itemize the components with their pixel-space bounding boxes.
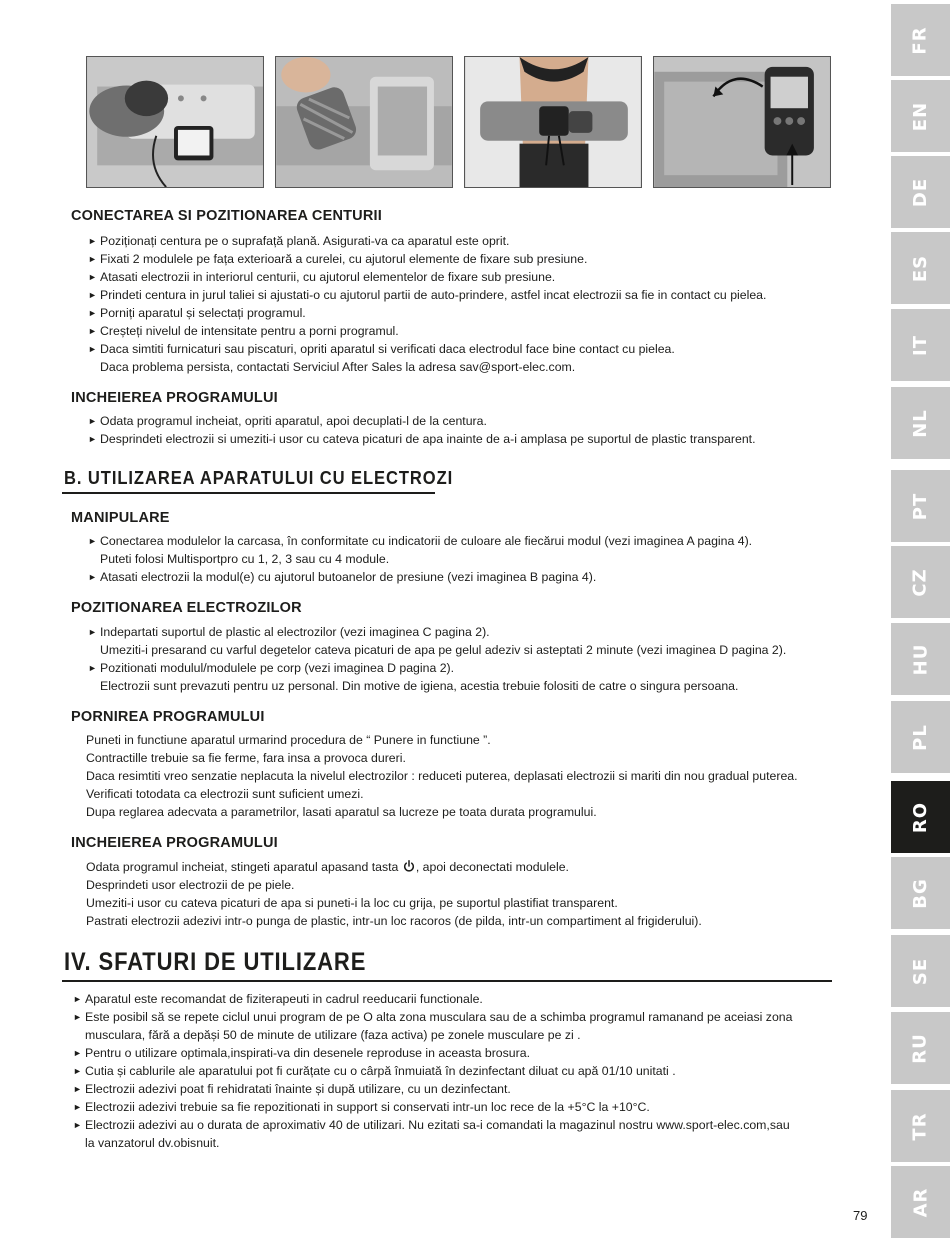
bullet-icon: ► bbox=[73, 1012, 82, 1022]
photo-electrode-attach bbox=[275, 56, 453, 188]
tab-label: HU bbox=[910, 643, 931, 675]
section-underline bbox=[62, 492, 435, 494]
bullet-icon: ► bbox=[88, 308, 97, 318]
tab-label: FR bbox=[910, 25, 931, 55]
heading-program-start: PORNIREA PROGRAMULUI bbox=[71, 709, 265, 725]
list-item-continuation: Puteti folosi Multisportpro cu 1, 2, 3 sau cu 4 module. bbox=[100, 552, 390, 566]
tab-pl[interactable] bbox=[891, 701, 950, 773]
photo-strip bbox=[86, 56, 832, 188]
tab-label: TR bbox=[909, 1111, 931, 1141]
tab-label: RO bbox=[909, 801, 931, 833]
section-title-iv: IV. SFATURI DE UTILIZARE bbox=[64, 948, 367, 976]
bullet-icon: ► bbox=[88, 254, 97, 264]
list-item: Pentru o utilizare optimala,inspirati-va din desenele reproduse in aceasta brosura. bbox=[85, 1046, 530, 1060]
bullet-icon: ► bbox=[88, 344, 97, 354]
bullet-icon: ► bbox=[88, 416, 97, 426]
bullet-icon: ► bbox=[88, 663, 97, 673]
paragraph-line bbox=[86, 858, 569, 876]
paragraph-line: Pastrati electrozii adezivi intr-o punga de plastic, intr-un loc racoros (de pilda, intr-un compartiment al frigiderului). bbox=[86, 914, 702, 928]
paragraph-line: Umeziti-i usor cu cateva picaturi de apa si puneti-i la loc cu grija, pe suportul plastifiat transparent. bbox=[86, 896, 618, 910]
list-item: Fixati 2 modulele pe fața exterioară a curelei, cu ajutorul elemente de fixare sub presiune. bbox=[100, 252, 588, 266]
heading-program-end-2: INCHEIEREA PROGRAMULUI bbox=[71, 835, 278, 851]
list-item: Creșteți nivelul de intensitate pentru a porni programul. bbox=[100, 324, 399, 338]
bullet-icon: ► bbox=[88, 272, 97, 282]
list-item: Electrozii adezivi au o durata de aproximativ 40 de utilizari. Nu ezitati sa-i comandati la magazinul nostru www.sport-elec.com,sau bbox=[85, 1118, 790, 1132]
heading-manipulare: MANIPULARE bbox=[71, 510, 170, 526]
bullet-icon: ► bbox=[73, 1048, 82, 1058]
tab-label: AR bbox=[909, 1187, 931, 1217]
tab-label: CZ bbox=[909, 567, 931, 597]
bullet-icon: ► bbox=[73, 1084, 82, 1094]
list-item: Este posibil să se repete ciclul unui program de pe O alta zona musculara sau de a schimba programul ramanand pe aceiasi zona bbox=[85, 1010, 793, 1024]
bullet-icon: ► bbox=[88, 434, 97, 444]
tab-es[interactable] bbox=[891, 232, 950, 304]
tab-label: ES bbox=[909, 254, 931, 282]
list-item-continuation: Umeziti-i presarand cu varful degetelor cateva picaturi de apa pe gelul adeziv si asteptati 2 minute (vezi imaginea D pagina 2). bbox=[100, 643, 787, 657]
list-item: Indepartati suportul de plastic al electrozilor (vezi imaginea C pagina 2). bbox=[100, 625, 490, 639]
bullet-icon: ► bbox=[88, 536, 97, 546]
language-tabs bbox=[891, 0, 950, 1244]
tab-label: DE bbox=[910, 177, 931, 207]
tab-nl[interactable] bbox=[891, 387, 950, 459]
paragraph-text: , apoi deconectati modulele. bbox=[415, 860, 569, 874]
tab-label: RU bbox=[909, 1032, 931, 1064]
heading-belt-connection: CONECTAREA SI POZITIONAREA CENTURII bbox=[71, 208, 382, 224]
list-item-continuation: Electrozii sunt prevazuti pentru uz personal. Din motive de igiena, acestia trebuie folositi de catre o singura persoana. bbox=[100, 679, 739, 693]
tab-de[interactable] bbox=[891, 156, 950, 228]
list-item-continuation: la vanzatorul dv.obisnuit. bbox=[85, 1136, 220, 1150]
list-item: Conectarea modulelor la carcasa, în conformitate cu indicatorii de culoare ale fiecărui modul (vezi imaginea A pagina 4). bbox=[100, 534, 753, 548]
page-number: 79 bbox=[853, 1208, 868, 1223]
photo-controller-clip bbox=[653, 56, 831, 188]
bullet-icon: ► bbox=[73, 1066, 82, 1076]
paragraph-line: Puneti in functiune aparatul urmarind procedura de “ Punere in functiune ”. bbox=[86, 733, 491, 747]
heading-program-end: INCHEIEREA PROGRAMULUI bbox=[71, 390, 278, 406]
bullet-icon: ► bbox=[88, 572, 97, 582]
list-item: Daca simtiti furnicaturi sau piscaturi, opriti aparatul si verificati daca electrodul face bine contact cu pielea. bbox=[100, 342, 675, 356]
list-item-continuation: musculara, fără a depăși 50 de minute de utilizare (faza activa) pe zonele musculare pe zi . bbox=[85, 1028, 581, 1042]
photo-belt-worn bbox=[464, 56, 642, 188]
paragraph-line: Dupa reglarea adecvata a parametrilor, lasati aparatul sa lucreze pe toata durata programului. bbox=[86, 805, 597, 819]
list-item: Poziționați centura pe o suprafață plană. Asigurati-va ca aparatul este oprit. bbox=[100, 234, 510, 248]
paragraph-line: Desprindeti usor electrozii de pe piele. bbox=[86, 878, 295, 892]
section-underline bbox=[62, 980, 832, 982]
bullet-icon: ► bbox=[88, 627, 97, 637]
tab-hu[interactable] bbox=[891, 623, 950, 695]
tab-label: BG bbox=[910, 877, 931, 909]
list-item: Aparatul este recomandat de fiziterapeuti in cadrul reeducarii functionale. bbox=[85, 992, 483, 1006]
list-item: Desprindeti electrozii si umeziti-i usor cu cateva picaturi de apa inainte de a-i amplasa pe suportul de plastic transparent. bbox=[100, 432, 756, 446]
list-item: Atasati electrozii la modul(e) cu ajutorul butoanelor de presiune (vezi imaginea B pagina 4). bbox=[100, 570, 597, 584]
list-item: Odata programul incheiat, opriti aparatul, apoi decuplati-l de la centura. bbox=[100, 414, 487, 428]
tab-it[interactable] bbox=[891, 309, 950, 381]
list-item: Prindeti centura in jurul taliei si ajustati-o cu ajutorul partii de auto-prindere, astfel incat electrozii sa fie in contact cu pielea. bbox=[100, 288, 767, 302]
tab-pt[interactable] bbox=[891, 470, 950, 542]
tab-label: PL bbox=[909, 723, 931, 751]
tab-cz[interactable] bbox=[891, 546, 950, 618]
paragraph-line: Contractille trebuie sa fie ferme, fara insa a provoca dureri. bbox=[86, 751, 406, 765]
bullet-icon: ► bbox=[88, 236, 97, 246]
list-item: Pozitionati modulul/modulele pe corp (vezi imaginea D pagina 2). bbox=[100, 661, 455, 675]
tab-se[interactable] bbox=[891, 935, 950, 1007]
bullet-icon: ► bbox=[88, 290, 97, 300]
paragraph-line: Daca resimtiti vreo senzatie neplacuta la nivelul electrozilor : reduceti puterea, deplasati electrozii si mariti din nou gradual puterea. bbox=[86, 769, 798, 783]
tab-tr[interactable] bbox=[891, 1090, 950, 1162]
list-item: Cutia și cablurile ale aparatului pot fi curățate cu o cârpă înmuiată în dezinfectant diluat cu apă 01/10 unitati . bbox=[85, 1064, 676, 1078]
list-item: Porniți aparatul și selectați programul. bbox=[100, 306, 306, 320]
tab-bg[interactable] bbox=[891, 857, 950, 929]
tab-fr[interactable] bbox=[891, 4, 950, 76]
tab-label: IT bbox=[909, 334, 931, 356]
bullet-icon: ► bbox=[88, 326, 97, 336]
list-item: Electrozii adezivi trebuie sa fie repozitionati in support si conservati intr-un loc rece de la +5°C la +10°C. bbox=[85, 1100, 650, 1114]
tab-label: PT bbox=[909, 492, 931, 520]
bullet-icon: ► bbox=[73, 1102, 82, 1112]
tab-label: SE bbox=[909, 957, 931, 985]
section-title-b: B. UTILIZAREA APARATULUI CU ELECTROZI bbox=[64, 468, 454, 488]
tab-label: NL bbox=[909, 408, 931, 438]
tab-en[interactable] bbox=[891, 80, 950, 152]
tab-label: EN bbox=[910, 101, 931, 131]
bullet-icon: ► bbox=[73, 994, 82, 1004]
tab-ro[interactable] bbox=[891, 781, 950, 853]
list-item: Atasati electrozii in interiorul centurii, cu ajutorul elementelor de fixare sub presiune. bbox=[100, 270, 556, 284]
paragraph-text: Odata programul incheiat, stingeti aparatul apasand tasta bbox=[86, 860, 399, 874]
heading-electrode-positioning: POZITIONAREA ELECTROZILOR bbox=[71, 600, 302, 616]
power-icon bbox=[403, 860, 415, 872]
tab-ru[interactable] bbox=[891, 1012, 950, 1084]
bullet-icon: ► bbox=[73, 1120, 82, 1130]
list-item-continuation: Daca problema persista, contactati Serviciul After Sales la adresa sav@sport-elec.com. bbox=[100, 360, 576, 374]
paragraph-line: Verificati totodata ca electrozii sunt suficient umezi. bbox=[86, 787, 364, 801]
tab-ar[interactable] bbox=[891, 1166, 950, 1238]
photo-module-connection bbox=[86, 56, 264, 188]
list-item: Electrozii adezivi poat fi rehidratati înainte și după utilizare, cu un dezinfectant. bbox=[85, 1082, 511, 1096]
